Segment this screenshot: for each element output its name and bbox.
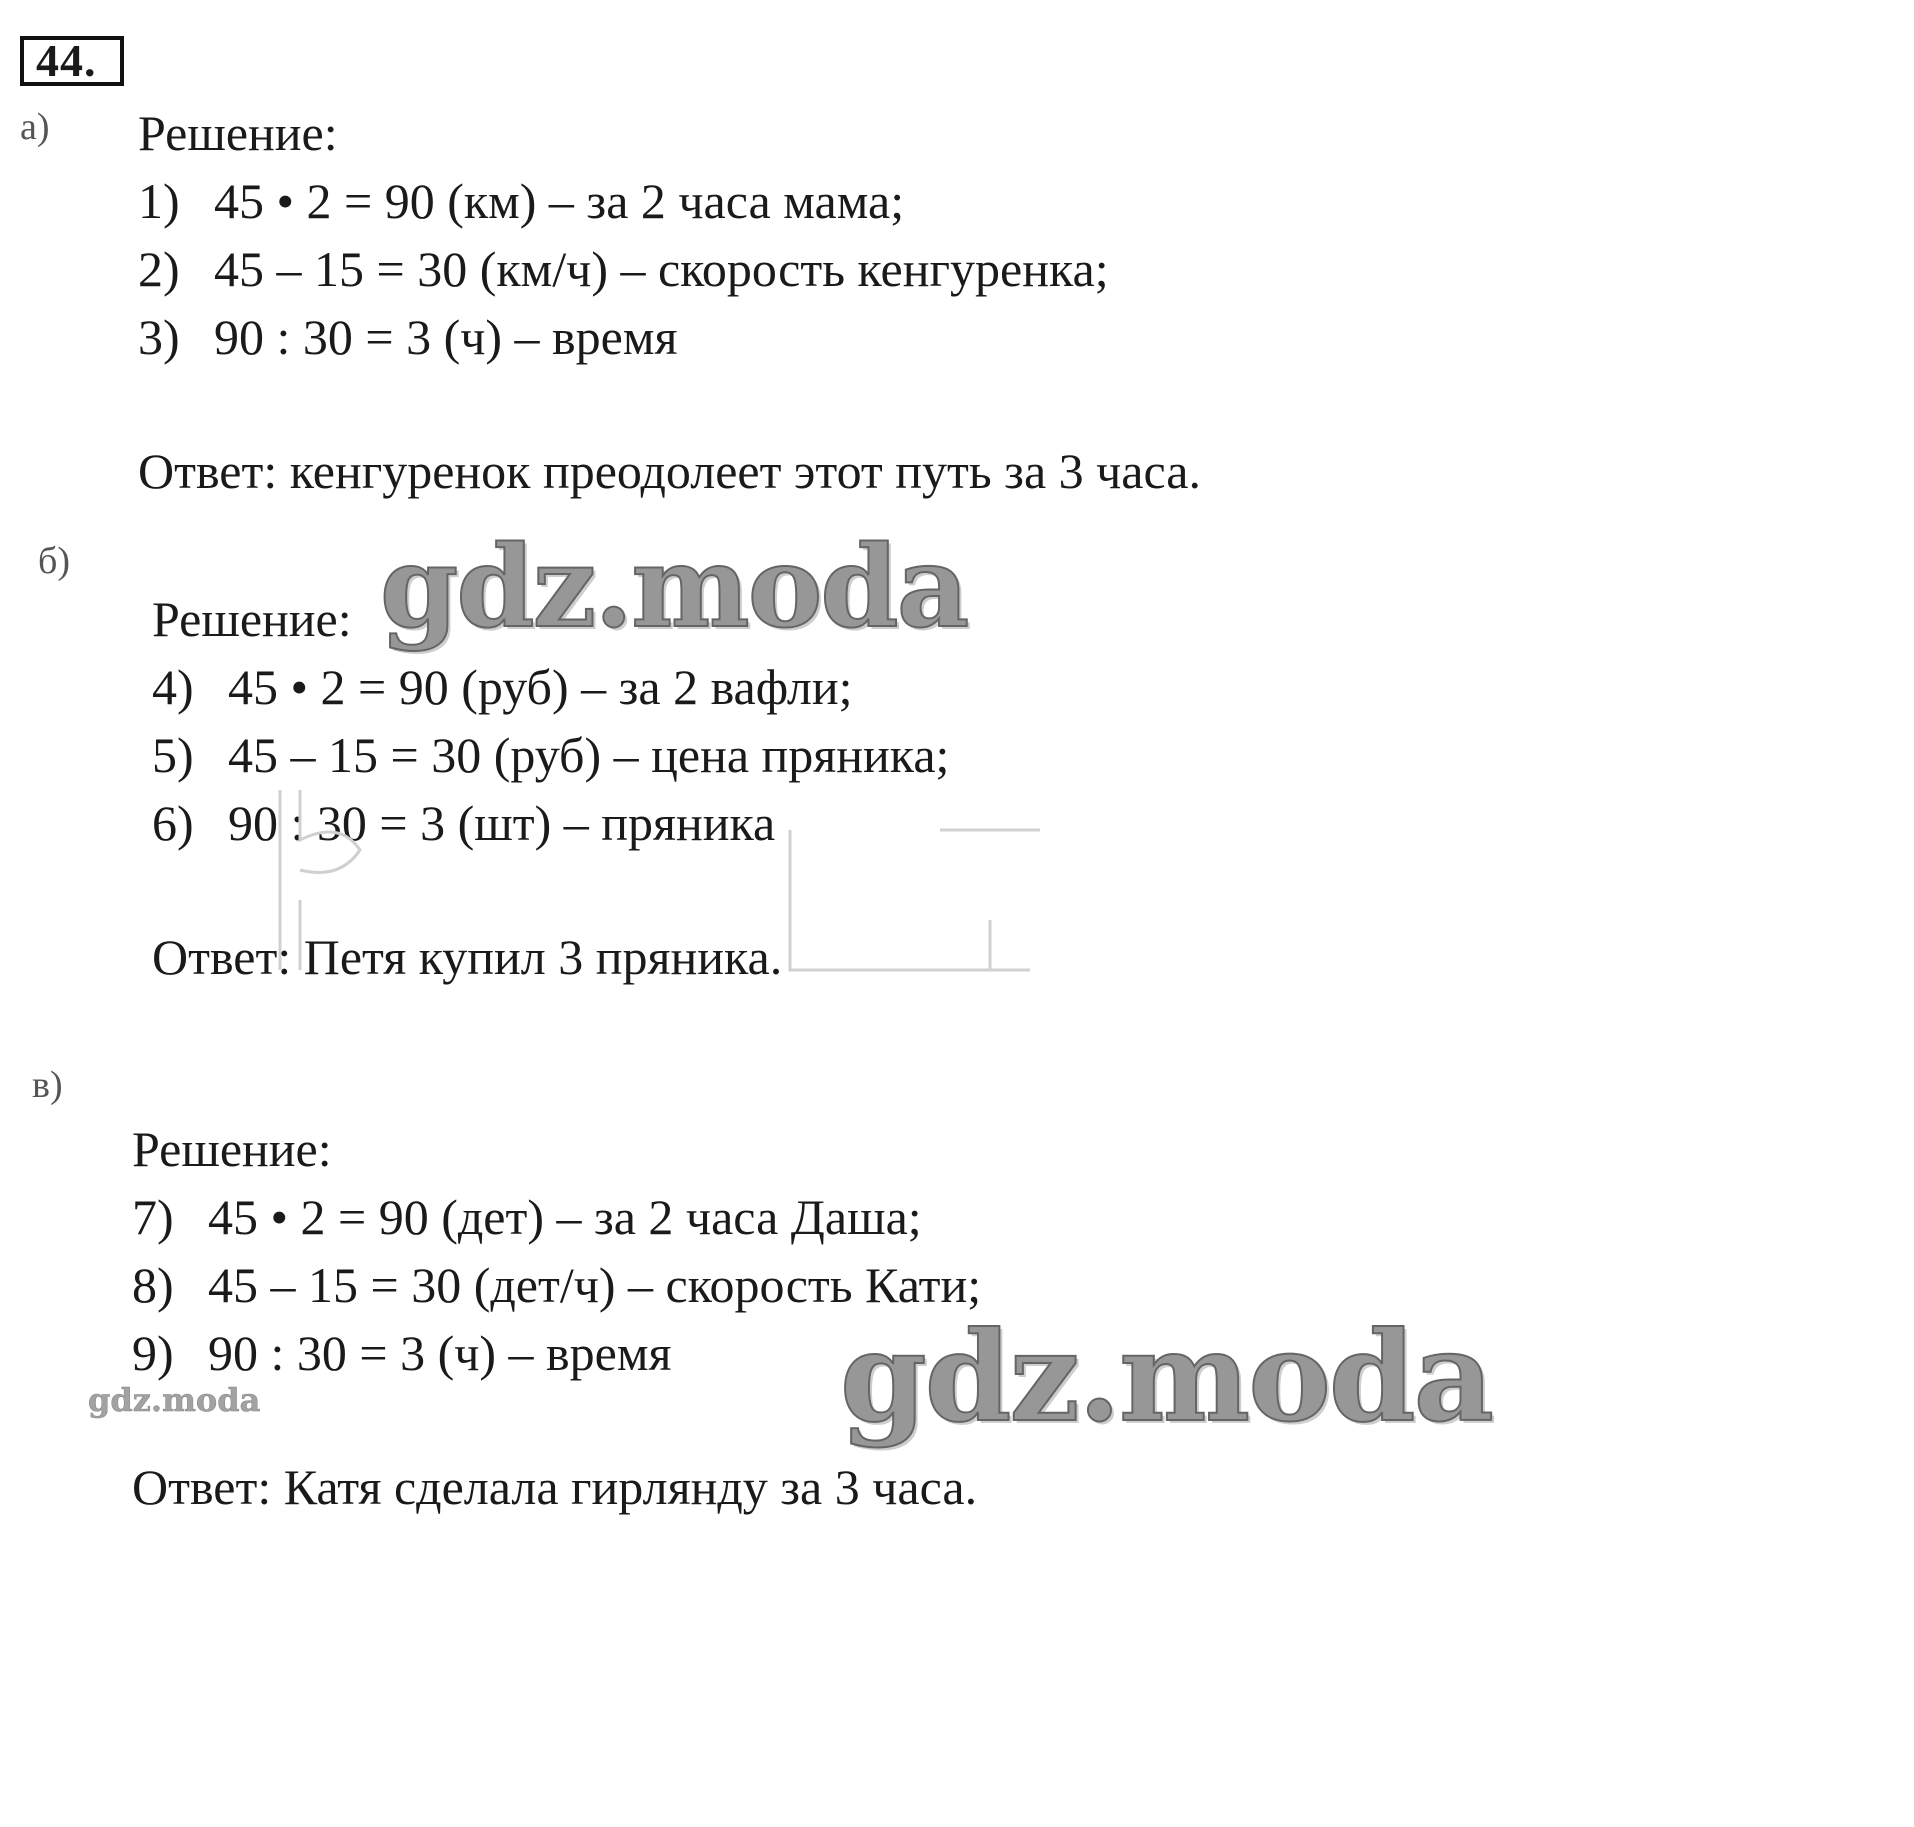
step-text: 45 • 2 = 90 (руб) – за 2 вафли; [228,659,853,715]
step-number: 4) [152,659,194,715]
part-a-answer: Ответ: кенгуренок преодолеет этот путь за 3 часа. [138,443,1201,499]
step-text: 45 • 2 = 90 (дет) – за 2 часа Даша; [208,1189,922,1245]
step-number: 8) [132,1257,174,1313]
step-number: 9) [132,1325,174,1381]
step-text: 45 – 15 = 30 (руб) – цена пряника; [228,727,950,783]
part-a-step-3 [138,309,678,365]
part-b-answer: Ответ: Петя купил 3 пряника. [152,929,783,985]
step-number: 2) [138,241,180,297]
part-c-step-8 [132,1257,982,1313]
part-c-label: в) [32,1064,63,1106]
step-number: 1) [138,173,180,229]
step-text: 90 : 30 = 3 (шт) – пряника [228,795,776,851]
step-text: 45 – 15 = 30 (дет/ч) – скорость Кати; [208,1257,982,1313]
step-text: 45 – 15 = 30 (км/ч) – скорость кенгуренка; [214,241,1109,297]
part-c-heading: Решение: [132,1121,332,1177]
part-a-heading: Решение: [138,105,338,161]
part-c-step-7 [132,1189,922,1245]
step-number: 5) [152,727,194,783]
part-a-label: а) [20,106,50,148]
watermark-logo-small: gdz.moda [88,1381,261,1419]
watermark-logo: gdz.moda [380,522,968,653]
problem-number-box: 44. [20,36,124,86]
part-c-step-9 [132,1325,672,1381]
part-b-label: б) [38,540,70,582]
step-text: 45 • 2 = 90 (км) – за 2 часа мама; [214,173,905,229]
part-b-heading: Решение: [152,591,352,647]
part-c-answer: Ответ: Катя сделала гирлянду за 3 часа. [132,1459,978,1515]
part-a-step-2 [138,241,1109,297]
step-number: 6) [152,795,194,851]
step-text: 90 : 30 = 3 (ч) – время [214,309,678,365]
part-a-step-1 [138,173,905,229]
step-number: 3) [138,309,180,365]
watermark-logo: gdz.moda [840,1305,1492,1450]
part-b-step-4 [152,659,853,715]
step-text: 90 : 30 = 3 (ч) – время [208,1325,672,1381]
part-b-step-5 [152,727,950,783]
step-number: 7) [132,1189,174,1245]
ghost-stamp-outline [270,780,1050,980]
